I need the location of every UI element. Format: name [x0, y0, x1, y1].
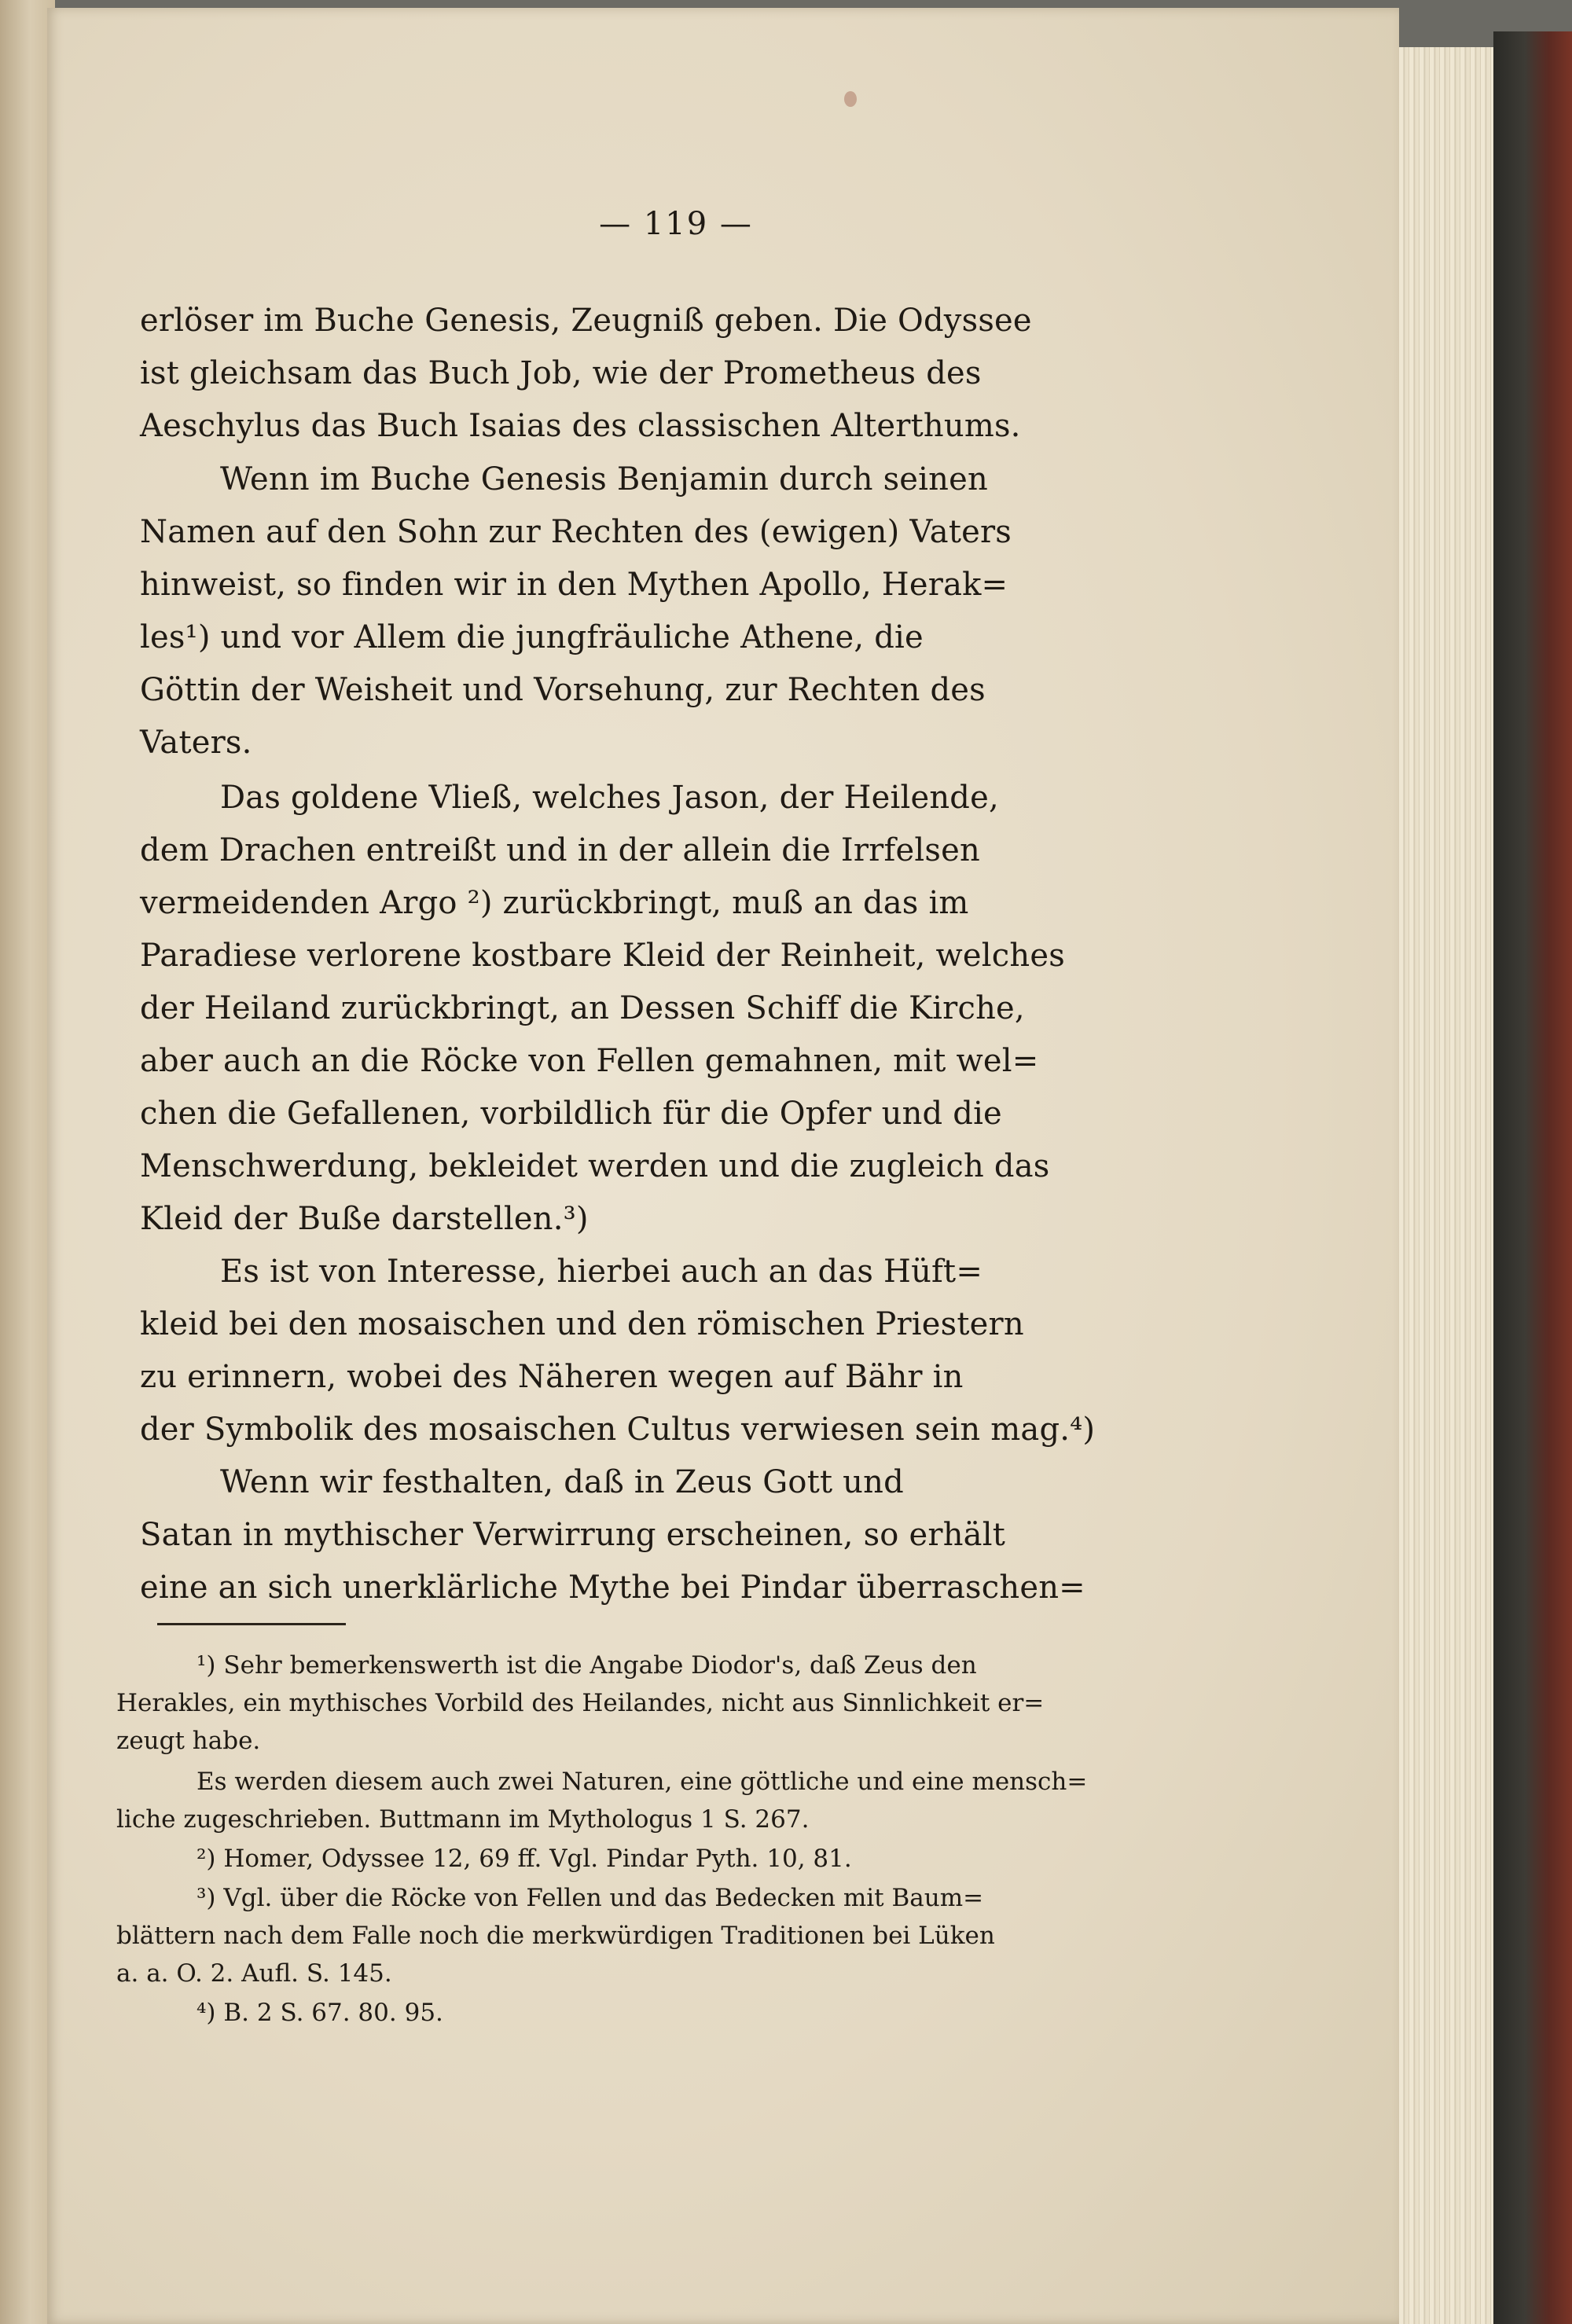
body-line: chen die Gefallenen, vorbildlich für die Opfer und die [140, 1096, 1002, 1132]
body-line: zu erinnern, wobei des Näheren wegen auf Bähr in [140, 1359, 964, 1395]
body-line: les¹) und vor Allem die jungfräuliche Athene, die [140, 619, 924, 655]
body-line: dem Drachen entreißt und in der allein die Irrfelsen [140, 832, 980, 868]
body-line: Kleid der Buße darstellen.³) [140, 1201, 589, 1237]
body-line: eine an sich unerklärliche Mythe bei Pindar überraschen= [140, 1570, 1085, 1606]
body-line: erlöser im Buche Genesis, Zeugniß geben. Die Odyssee [140, 303, 1032, 339]
body-line: Menschwerdung, bekleidet werden und die zugleich das [140, 1148, 1050, 1184]
body-line: Aeschylus das Buch Isaias des classischen Alterthums. [140, 408, 1021, 444]
body-line: kleid bei den mosaischen und den römischen Priestern [140, 1306, 1024, 1342]
footnote-line: zeugt habe. [116, 1727, 261, 1755]
page-number: — 119 — [599, 206, 753, 242]
footnote-line: ³) Vgl. über die Röcke von Fellen und das Bedecken mit Baum= [196, 1884, 984, 1912]
body-line: ist gleichsam das Buch Job, wie der Prometheus des [140, 355, 982, 391]
body-line: Das goldene Vließ, welches Jason, der Heilende, [220, 780, 999, 816]
footnote-line: ¹) Sehr bemerkenswerth ist die Angabe Diodor's, daß Zeus den [196, 1651, 977, 1680]
footnote-line: blättern nach dem Falle noch die merkwürdigen Traditionen bei Lüken [116, 1922, 995, 1950]
footnote-line: Es werden diesem auch zwei Naturen, eine göttliche und eine mensch= [196, 1768, 1088, 1796]
book-cover [1493, 31, 1572, 2324]
body-line: Vaters. [140, 725, 252, 761]
footnote-line: ²) Homer, Odyssee 12, 69 ff. Vgl. Pindar Pyth. 10, 81. [196, 1845, 852, 1873]
page-stack-edges [1399, 47, 1493, 2324]
body-line: Göttin der Weisheit und Vorsehung, zur Rechten des [140, 672, 986, 708]
body-line: Satan in mythischer Verwirrung erscheinen, so erhält [140, 1517, 1005, 1553]
footnote-line: Herakles, ein mythisches Vorbild des Heilandes, nicht aus Sinnlichkeit er= [116, 1689, 1045, 1717]
footnote-divider [157, 1623, 346, 1625]
body-line: Namen auf den Sohn zur Rechten des (ewigen) Vaters [140, 514, 1012, 550]
body-line: Wenn wir festhalten, daß in Zeus Gott und [220, 1464, 904, 1500]
body-line: der Symbolik des mosaischen Cultus verwiesen sein mag.⁴) [140, 1412, 1096, 1448]
body-line: Wenn im Buche Genesis Benjamin durch seinen [220, 461, 988, 497]
body-line: aber auch an die Röcke von Fellen gemahnen, mit wel= [140, 1043, 1039, 1079]
body-line: der Heiland zurückbringt, an Dessen Schiff die Kirche, [140, 990, 1025, 1026]
footnote-line: ⁴) B. 2 S. 67. 80. 95. [196, 1999, 443, 2027]
ink-stain [844, 91, 857, 107]
footnote-line: a. a. O. 2. Aufl. S. 145. [116, 1959, 392, 1988]
footnote-line: liche zugeschrieben. Buttmann im Mythologus 1 S. 267. [116, 1805, 810, 1834]
body-line: Paradiese verlorene kostbare Kleid der Reinheit, welches [140, 938, 1065, 974]
body-line: vermeidenden Argo ²) zurückbringt, muß an das im [140, 885, 969, 921]
body-line: hinweist, so finden wir in den Mythen Apollo, Herak= [140, 567, 1008, 603]
body-line: Es ist von Interesse, hierbei auch an das Hüft= [220, 1254, 983, 1290]
